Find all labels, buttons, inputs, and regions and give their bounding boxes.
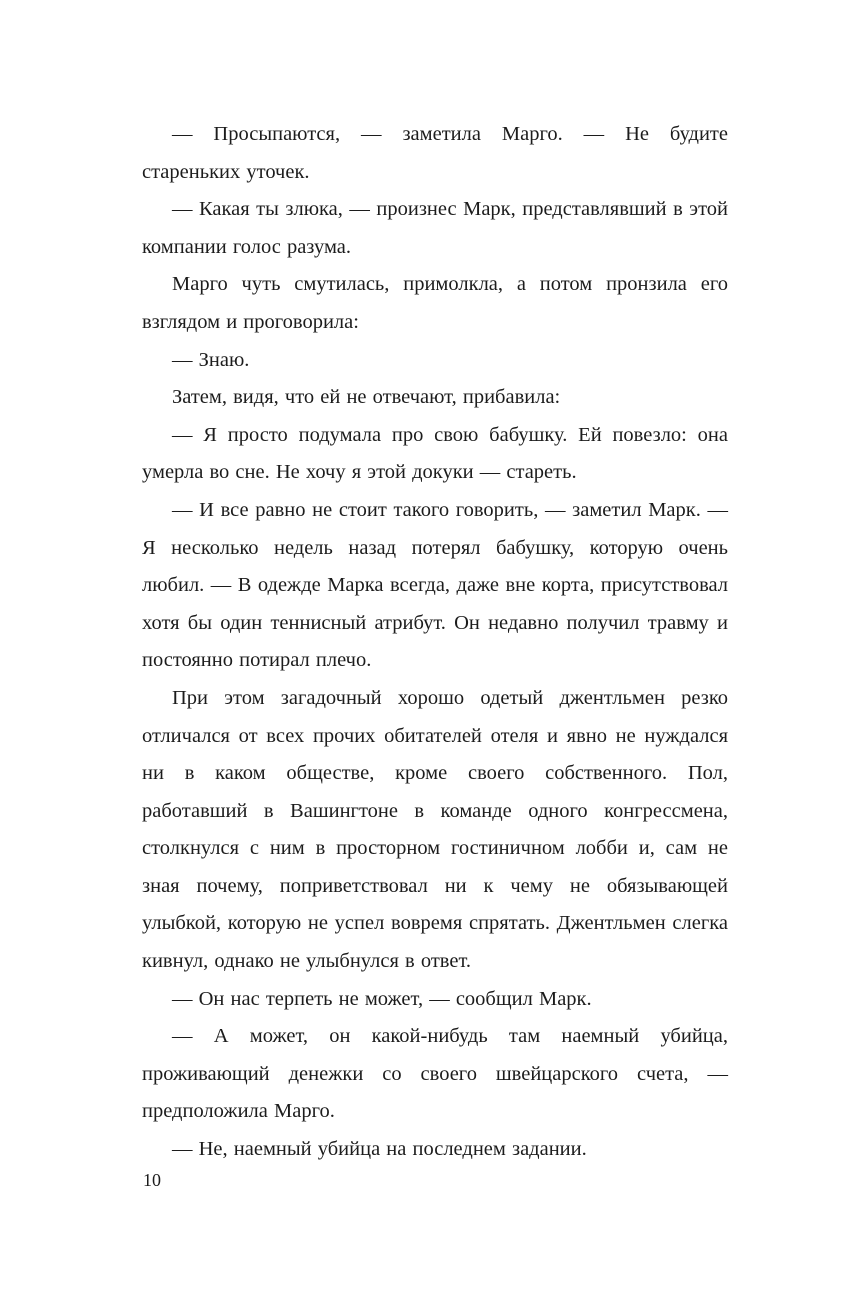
paragraph: — Просыпаются, — заметила Марго. — Не будите стареньких уточек. [142,123,728,183]
paragraph: — А может, он какой-нибудь там наемный убийца, проживающий денежки со своего швейцарского счета, — предположила Марго. [142,1025,728,1123]
paragraph: — Какая ты злюка, — произнес Марк, представлявший в этой компании голос разума. [142,198,728,258]
page-number: 10 [143,1170,161,1190]
text-block [142,116,728,1169]
paragraph: — Он нас терпеть не может, — сообщил Марк. [172,987,592,1010]
paragraph: При этом загадочный хорошо одетый джентльмен резко отличался от всех прочих обитателей отеля и явно не нуждался ни в каком обществе, кроме своего собственного. Пол, работавший в Вашингтоне в команде одного конгрессмена, столкнулся с ним в просторном гостиничном лобби и, сам не зная почему, поприветствовал ни к чему не обязывающей улыбкой, которую не успел вовремя спрятать. Джентльмен слегка кивнул, однако не улыбнулся в ответ. [142,686,728,973]
paragraph: Затем, видя, что ей не отвечают, прибавила: [172,386,561,409]
paragraph: Марго чуть смутилась, примолкла, а потом пронзила его взглядом и проговорила: [142,273,728,333]
paragraph: — Знаю. [172,348,250,371]
paragraph: — Я просто подумала про свою бабушку. Ей повезло: она умерла во сне. Не хочу я этой докуки — стареть. [142,423,728,484]
paragraph: — И все равно не стоит такого говорить, — заметил Марк. — Я несколько недель назад потерял бабушку, которую очень любил. — В одежде Марка всегда, даже вне корта, присутствовал хотя бы один теннисный атрибут. Он недавно получил травму и постоянно потирал плечо. [142,498,728,672]
paragraph: — Не, наемный убийца на последнем задании. [172,1138,587,1161]
